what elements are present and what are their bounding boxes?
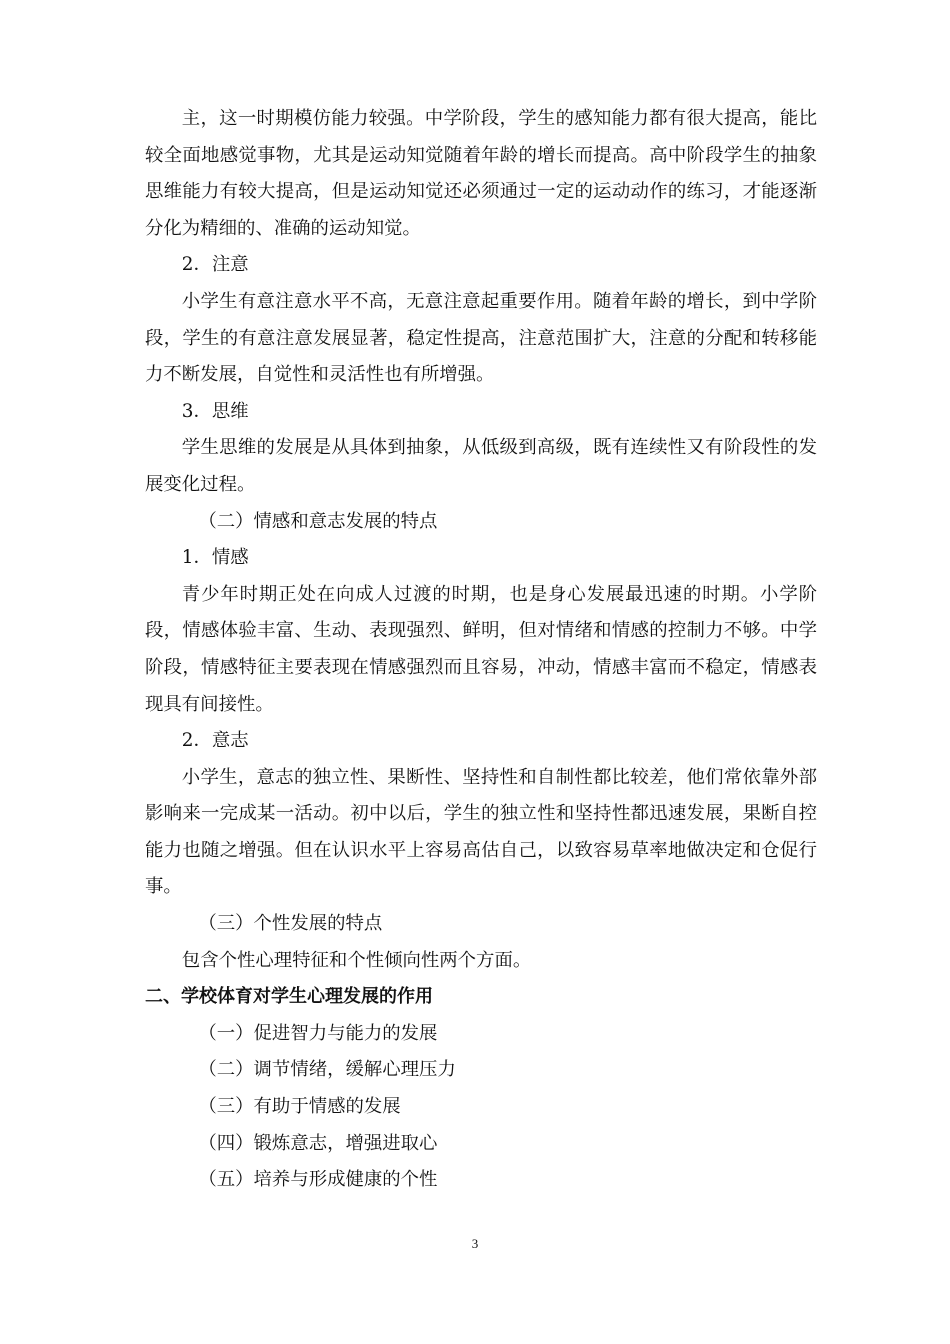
list-item: （四）锻炼意志，增强进取心	[198, 1132, 438, 1154]
list-item: （三）有助于情感的发展	[198, 1096, 401, 1118]
heading-emotion-will: （二）情感和意志发展的特点	[198, 510, 438, 532]
page-content	[145, 101, 817, 1199]
paragraph-thinking: 学生思维的发展是从具体到抽象，从低级到高级，既有连续性又有阶段性的发展变化过程。	[145, 437, 817, 495]
paragraph-perception-continued: 主，这一时期模仿能力较强。中学阶段，学生的感知能力都有很大提高，能比较全面地感觉事物，尤其是运动知觉随着年龄的增长而提高。高中阶段学生的抽象思维能力有较大提高，但是运动知觉还必须通过一定的运动动作的练习，才能逐渐分化为精细的、准确的运动知觉。	[145, 108, 817, 239]
heading-emotion: 1．情感	[181, 547, 249, 569]
list-item: （五）培养与形成健康的个性	[198, 1169, 438, 1191]
heading-personality: （三）个性发展的特点	[198, 913, 383, 935]
list-item: （一）促进智力与能力的发展	[198, 1022, 438, 1044]
page-number: 3	[471, 1236, 479, 1251]
heading-attention: 2．注意	[181, 254, 249, 276]
heading-will: 2．意志	[181, 730, 249, 752]
paragraph-personality: 包含个性心理特征和个性倾向性两个方面。	[181, 949, 532, 971]
list-item: （二）调节情绪，缓解心理压力	[198, 1059, 456, 1081]
paragraph-attention: 小学生有意注意水平不高，无意注意起重要作用。随着年龄的增长，到中学阶段，学生的有意注意发展显著，稳定性提高，注意范围扩大，注意的分配和转移能力不断发展，自觉性和灵活性也有所增强。	[145, 290, 817, 386]
section-heading-2: 二、学校体育对学生心理发展的作用	[145, 986, 433, 1008]
paragraph-will: 小学生，意志的独立性、果断性、坚持性和自制性都比较差，他们常依靠外部影响来一完成某一活动。初中以后，学生的独立性和坚持性都迅速发展，果断自控能力也随之增强。但在认识水平上容易高估自己，以致容易草率地做决定和仓促行事。	[145, 766, 817, 898]
heading-thinking: 3．思维	[181, 400, 249, 422]
paragraph-emotion: 青少年时期正处在向成人过渡的时期，也是身心发展最迅速的时期。小学阶段，情感体验丰富、生动、表现强烈、鲜明，但对情绪和情感的控制力不够。中学阶段，情感特征主要表现在情感强烈而且容易，冲动，情感丰富而不稳定，情感表现具有间接性。	[145, 583, 817, 715]
